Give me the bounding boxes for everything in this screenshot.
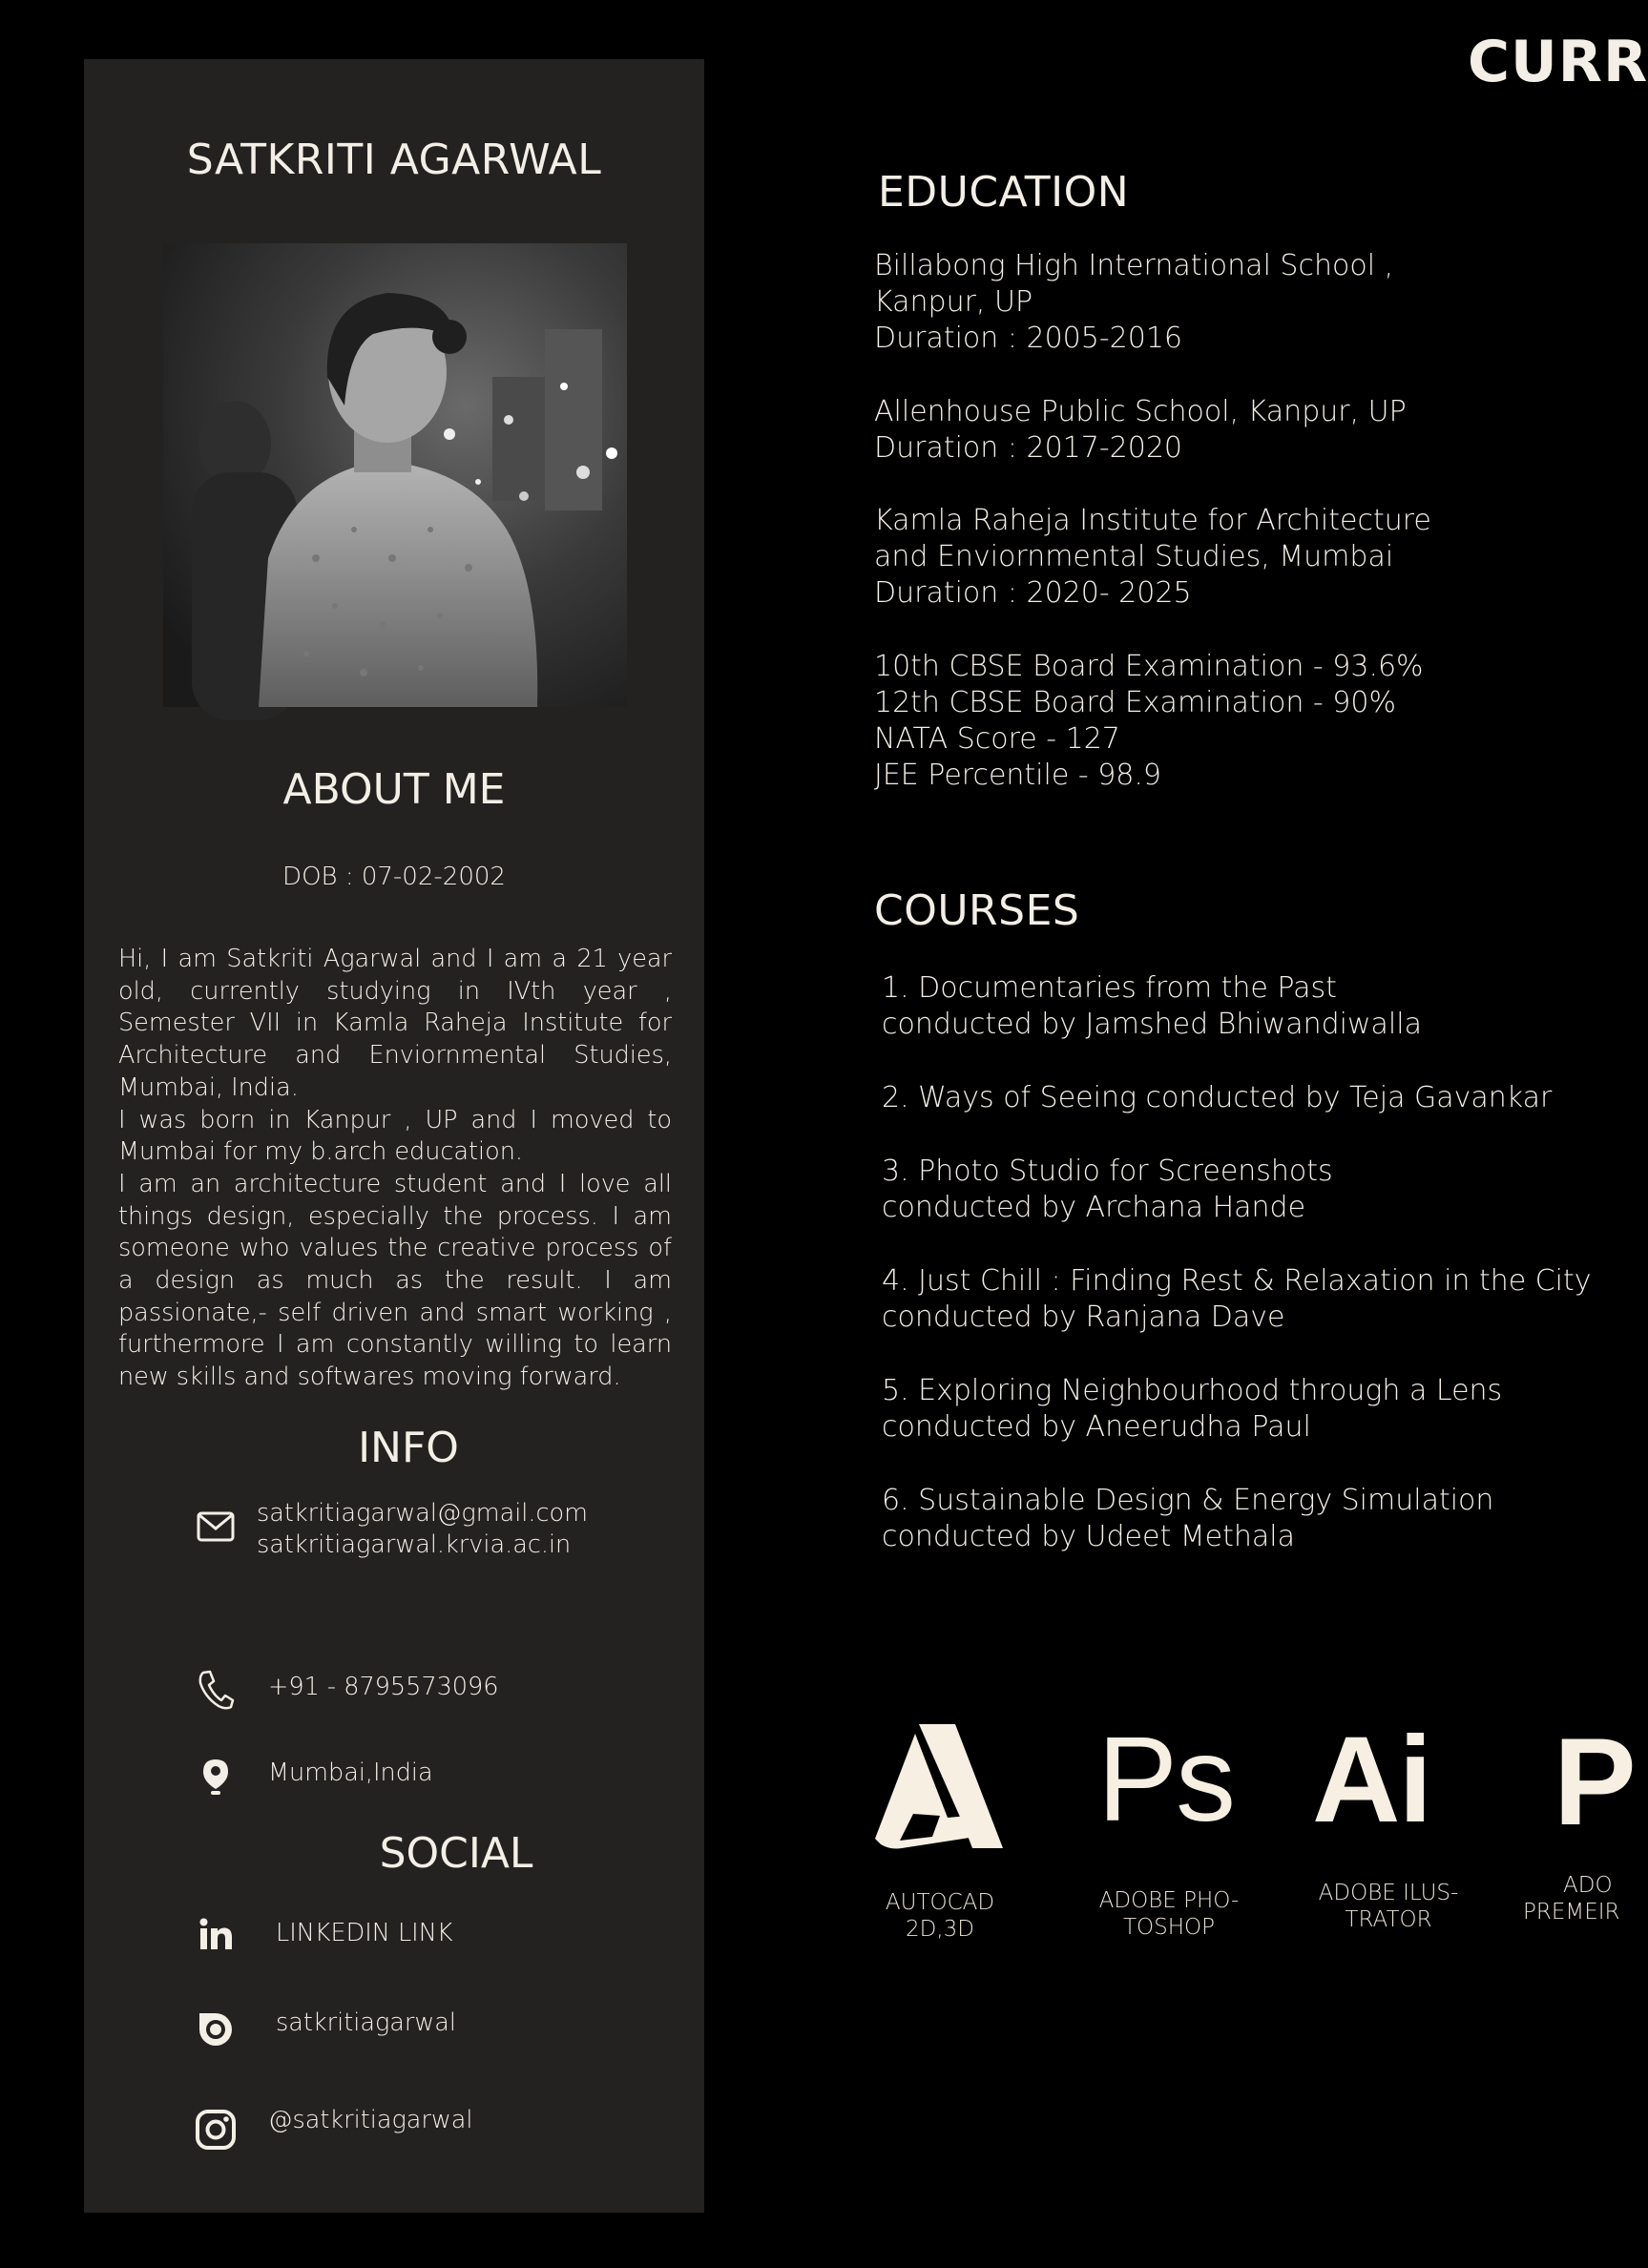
tool-label-line: PREMEIR xyxy=(1523,1900,1620,1925)
location-pin-icon xyxy=(192,1758,240,1796)
profile-photo xyxy=(163,243,627,707)
profile-sidebar xyxy=(84,59,704,2213)
education-item: Allenhouse Public School, Kanpur, UP Duration : 2017-2020 xyxy=(874,394,1407,465)
location-row xyxy=(192,1758,433,1796)
tool-photoshop xyxy=(1069,1712,1269,1956)
course-item: 4. Just Chill : Finding Rest & Relaxation in the City conducted by Ranjana Dave xyxy=(882,1263,1592,1334)
course-item: 6. Sustainable Design & Energy Simulation conducted by Udeet Methala xyxy=(882,1483,1494,1553)
autocad-logo-icon xyxy=(873,1722,1005,1854)
tool-label-line: ADO xyxy=(1563,1873,1613,1898)
courses-heading: COURSES xyxy=(874,886,1080,935)
email-row xyxy=(192,1498,588,1561)
cropped-page-title: CURR xyxy=(1468,29,1648,95)
instagram-row[interactable] xyxy=(192,2105,472,2151)
tool-label: ADOBE PHO- TOSHOP xyxy=(1098,1888,1240,1940)
social-heading: SOCIAL xyxy=(379,1829,533,1878)
tool-label xyxy=(1519,1872,1620,1925)
education-heading: EDUCATION xyxy=(878,168,1130,217)
course-item: 3. Photo Studio for Screenshots conducted by Archana Hande xyxy=(882,1154,1333,1224)
person-name: SATKRITI AGARWAL xyxy=(186,135,602,184)
issuu-handle[interactable]: satkritiagarwal xyxy=(276,2008,456,2037)
tool-illustrator xyxy=(1293,1712,1484,1956)
tool-premiere xyxy=(1519,1712,1637,1956)
phone-icon xyxy=(192,1670,240,1710)
education-item: Billabong High International School , Kanpur, UP Duration : 2005-2016 xyxy=(874,249,1394,356)
email-primary[interactable]: satkritiagarwal@gmail.com xyxy=(257,1499,588,1528)
photoshop-logo-icon: Ps xyxy=(1097,1712,1235,1846)
mail-icon xyxy=(192,1498,240,1542)
date-of-birth: DOB : 07-02-2002 xyxy=(282,863,506,891)
about-me-text: Hi, I am Satkriti Agarwal and I am a 21 year old, currently studying in IVth year , Semester VII in Kamla Raheja Institute for Architecture and Enviornmental Studies, Mumbai, India. I was born in Kanpur , UP and I moved to Mumbai for my b.arch education. I am an architecture student and I love all things design, especially the process. I am someone who values the creative process of a design as much as the result. I am passionate,- self driven and smart working , furthermore I am constantly willing to learn new skills and softwares moving forward. xyxy=(118,945,672,1392)
tool-autocad xyxy=(849,1717,1031,1956)
course-item: 2. Ways of Seeing conducted by Teja Gavankar xyxy=(882,1081,1553,1114)
tool-label: ADOBE ILUS- TRATOR xyxy=(1318,1881,1459,1932)
profile-photo-illustration xyxy=(163,243,627,707)
issuu-icon xyxy=(192,2008,240,2048)
tool-label: AUTOCAD 2D,3D xyxy=(885,1890,995,1942)
linkedin-icon xyxy=(192,1918,240,1950)
courses-list xyxy=(882,970,1592,1592)
location-text: Mumbai,India xyxy=(268,1758,433,1787)
education-list xyxy=(874,248,1431,830)
education-item: Kamla Raheja Institute for Architecture and Enviornmental Studies, Mumbai Duration : 2020- 2025 xyxy=(874,504,1431,611)
phone-row xyxy=(192,1670,498,1710)
issuu-row[interactable] xyxy=(192,2008,456,2048)
linkedin-link[interactable]: LINKEDIN LINK xyxy=(276,1919,453,1947)
instagram-icon xyxy=(192,2105,240,2151)
info-heading: INFO xyxy=(358,1424,459,1472)
course-item: 1. Documentaries from the Past conducted by Jamshed Bhiwandiwalla xyxy=(882,971,1422,1042)
phone-number[interactable]: +91 - 8795573096 xyxy=(268,1673,499,1701)
illustrator-logo-icon: Ai xyxy=(1312,1712,1430,1848)
instagram-handle[interactable]: @satkritiagarwal xyxy=(268,2106,473,2134)
linkedin-row[interactable] xyxy=(192,1918,453,1950)
email-secondary[interactable]: satkritiagarwal.krvia.ac.in xyxy=(257,1530,572,1559)
about-me-heading: ABOUT ME xyxy=(282,765,506,814)
premiere-logo-icon: P xyxy=(1554,1712,1637,1851)
exam-scores: 10th CBSE Board Examination - 93.6% 12th CBSE Board Examination - 90% NATA Score - 127 JEE Percentile - 98.9 xyxy=(874,649,1424,793)
course-item: 5. Exploring Neighbourhood through a Lens conducted by Aneerudha Paul xyxy=(882,1373,1503,1444)
